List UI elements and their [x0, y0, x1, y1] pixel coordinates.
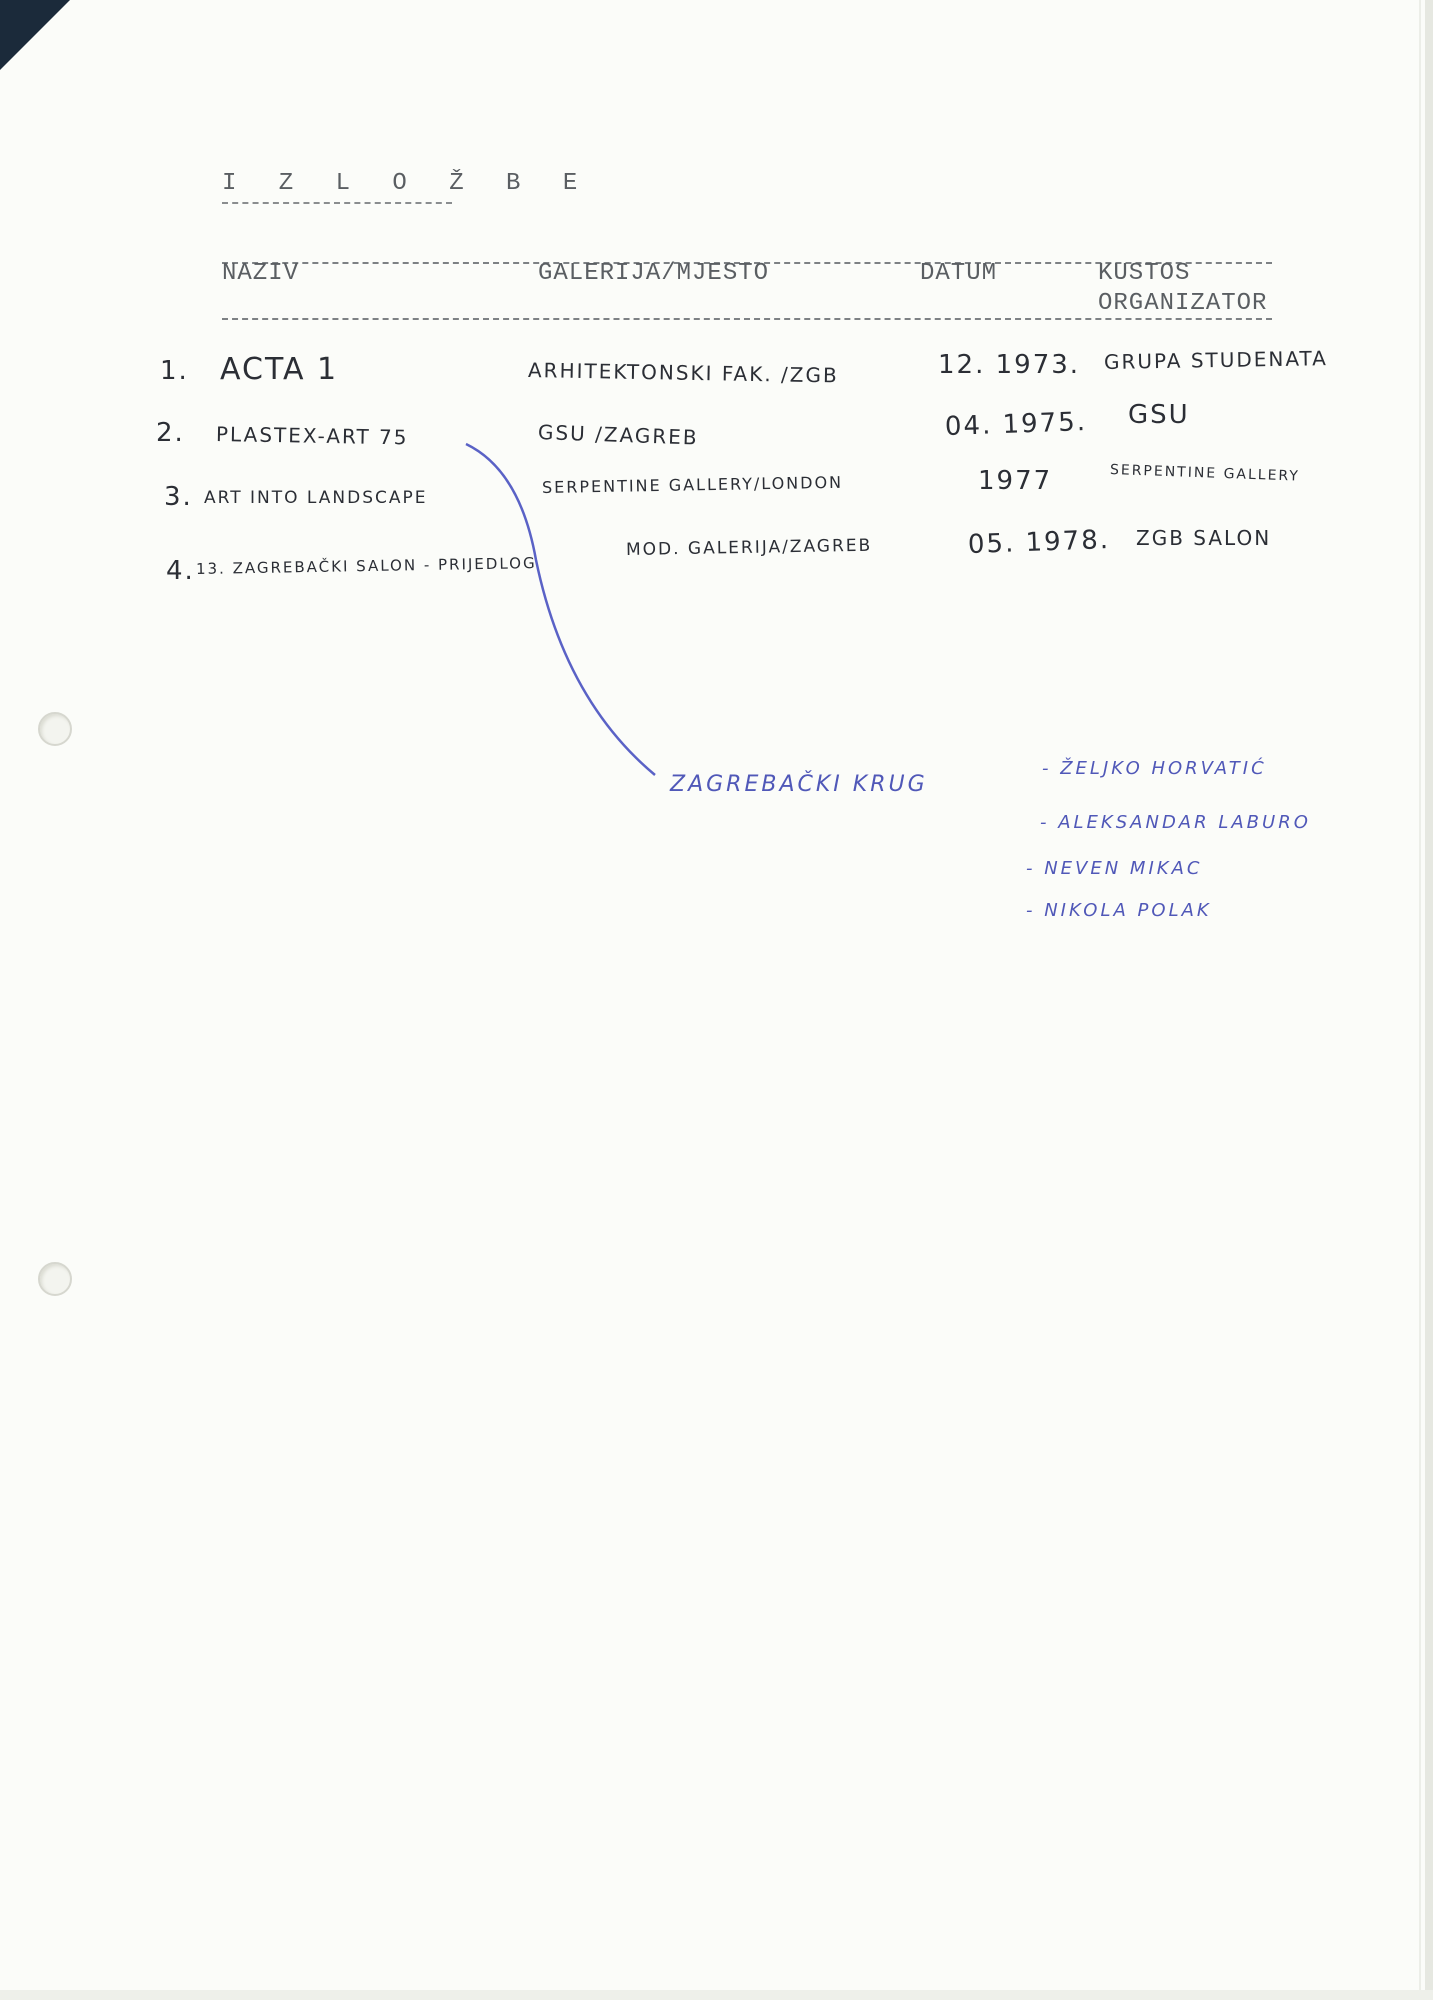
column-header-kustos: KUSTOS [1098, 260, 1191, 287]
column-header-galerija: GALERIJA/MJESTO [538, 260, 770, 287]
annotation-label: ZAGREBAČKI KRUG [670, 772, 928, 797]
row-datum: 12. 1973. [938, 350, 1081, 380]
column-header-organizator: ORGANIZATOR [1098, 290, 1268, 317]
row-datum: 1977 [978, 466, 1053, 496]
row-naziv: ART INTO LANDSCAPE [204, 488, 428, 508]
document-title: I Z L O Ž B E [222, 170, 592, 197]
row-naziv: ACTA 1 [220, 352, 339, 387]
pen-connector-path [466, 444, 655, 775]
row-datum: 04. 1975. [944, 407, 1088, 442]
row-datum: 05. 1978. [967, 525, 1111, 560]
row-kustos: GRUPA STUDENATA [1103, 346, 1329, 374]
row-number: 4. [166, 556, 195, 586]
row-number: 2. [156, 418, 185, 448]
column-header-datum: DATUM [920, 260, 998, 287]
row-kustos: GSU [1128, 400, 1190, 430]
row-galerija: MOD. GALERIJA/ZAGREB [625, 535, 873, 560]
row-galerija: ARHITEKTONSKI FAK. /ZGB [527, 358, 839, 388]
row-galerija: GSU /ZAGREB [537, 420, 700, 450]
row-naziv: PLASTEX-ART 75 [215, 422, 409, 450]
annotation-name: - ALEKSANDAR LABURO [1040, 812, 1311, 833]
row-number: 3. [164, 482, 193, 512]
row-naziv: 13. ZAGREBAČKI SALON - PRIJEDLOG [195, 554, 537, 578]
annotation-name: - ŽELJKO HORVATIĆ [1042, 758, 1267, 779]
row-galerija: SERPENTINE GALLERY/LONDON [541, 472, 844, 497]
annotation-name: - NIKOLA POLAK [1026, 900, 1212, 921]
row-number: 1. [160, 356, 189, 386]
annotation-name: - NEVEN MIKAC [1026, 858, 1203, 879]
row-kustos: ZGB SALON [1136, 526, 1272, 550]
row-kustos: SERPENTINE GALLERY [1109, 462, 1301, 485]
column-header-naziv: NAZIV [222, 260, 300, 287]
